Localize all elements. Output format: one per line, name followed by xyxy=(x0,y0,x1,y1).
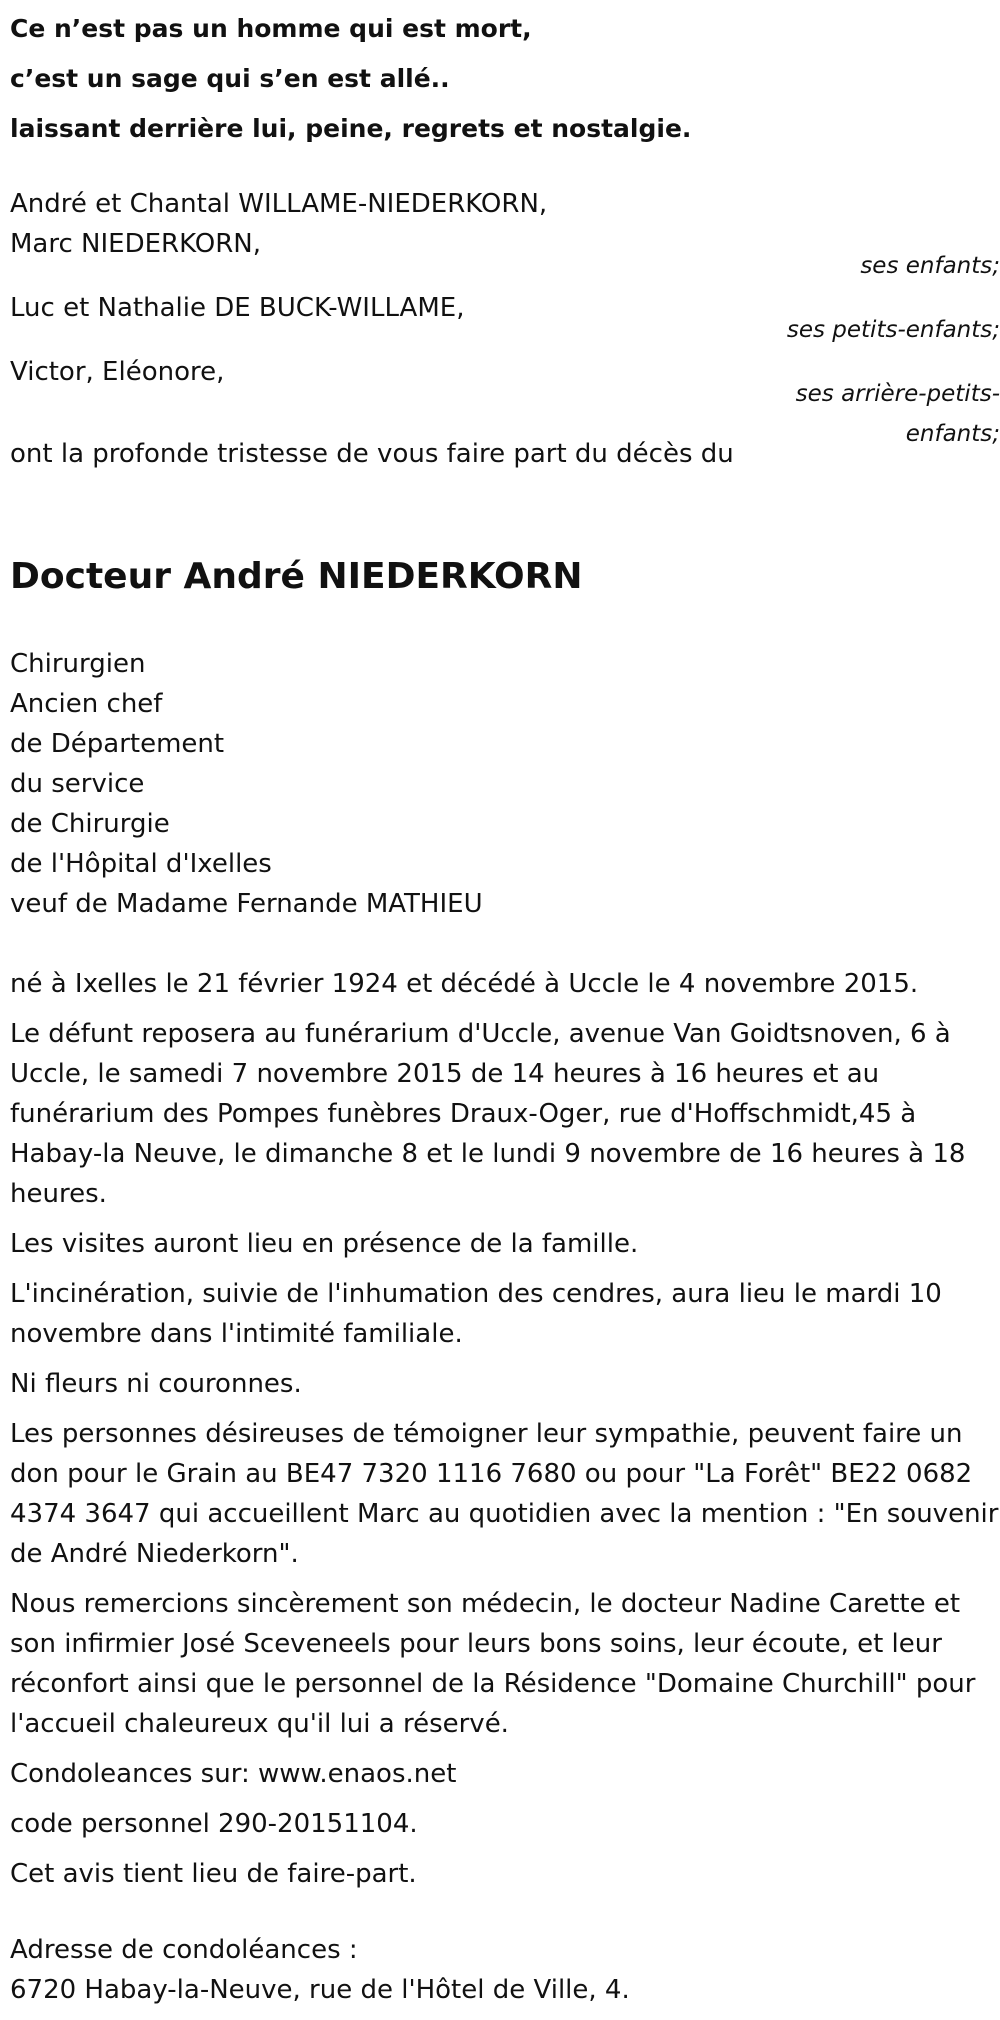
title-line: de l'Hôpital d'Ixelles xyxy=(10,849,272,879)
condolence-address xyxy=(10,1930,630,2010)
viewing-paragraph: Le défunt reposera au funérarium d'Uccle, avenue Van Goidtsnoven, 6 à Uccle, le samedi 7 novembre 2015 de 14 heures à 16 heures et au funérarium des Pompes funèbres Draux-Oger, rue d'Hoffschmidt,45 à Habay-la Neuve, le dimanche 8 et le lundi 9 novembre de 16 heures à 18 heures. xyxy=(10,1019,966,1209)
family-role: ses arrière-petits- xyxy=(795,381,1000,407)
visits-paragraph: Les visites auront lieu en présence de la famille. xyxy=(10,1229,639,1259)
family-line: André et Chantal WILLAME-NIEDERKORN, xyxy=(10,189,548,219)
condolences-site: Condoleances sur: www.enaos.net xyxy=(10,1759,457,1789)
title-line: de Département xyxy=(10,729,225,759)
personal-code: code personnel 290-20151104. xyxy=(10,1809,418,1839)
epigraph-line: laissant derrière lui, peine, regrets et nostalgie. xyxy=(10,114,692,143)
title-line: Chirurgien xyxy=(10,649,146,679)
notice-body xyxy=(10,964,1000,1904)
title-line: Ancien chef xyxy=(10,689,163,719)
family-section xyxy=(10,184,1000,514)
flowers-paragraph: Ni fleurs ni couronnes. xyxy=(10,1369,302,1399)
donation-paragraph: Les personnes désireuses de témoigner leur sympathie, peuvent faire un don pour le Grain au BE47 7320 1116 7680 ou pour "La Forêt" BE22 0682 4374 3647 qui accueillent Marc au quotidien avec la mention : "En souvenir de André Niederkorn". xyxy=(10,1419,999,1569)
announcement-intro: ont la profonde tristesse de vous faire part du décès du xyxy=(10,439,734,469)
family-role: enfants; xyxy=(905,421,1000,447)
notice-statement: Cet avis tient lieu de faire-part. xyxy=(10,1859,417,1889)
family-role: ses enfants; xyxy=(860,253,1000,279)
epigraph xyxy=(10,4,1000,154)
cremation-paragraph: L'incinération, suivie de l'inhumation des cendres, aura lieu le mardi 10 novembre dans l'intimité familiale. xyxy=(10,1279,942,1349)
thanks-paragraph: Nous remercions sincèrement son médecin, le docteur Nadine Carette et son infirmier José Sceveneels pour leurs bons soins, leur écoute, et leur réconfort ainsi que le personnel de la Résidence "Domaine Churchill" pour l'accueil chaleureux qu'il lui a réservé. xyxy=(10,1589,976,1739)
title-line: du service xyxy=(10,769,145,799)
family-line: Marc NIEDERKORN, xyxy=(10,229,261,259)
title-line: de Chirurgie xyxy=(10,809,170,839)
family-role: ses petits-enfants; xyxy=(786,317,1000,343)
family-line: Victor, Eléonore, xyxy=(10,357,225,387)
epigraph-line: c’est un sage qui s’en est allé.. xyxy=(10,64,450,93)
address-label: Adresse de condoléances : xyxy=(10,1935,358,1965)
title-line: veuf de Madame Fernande MATHIEU xyxy=(10,889,483,919)
obituary-notice xyxy=(10,4,1000,2005)
birth-death-paragraph: né à Ixelles le 21 février 1924 et décédé à Uccle le 4 novembre 2015. xyxy=(10,969,919,999)
family-line: Luc et Nathalie DE BUCK-WILLAME, xyxy=(10,293,465,323)
epigraph-line: Ce n’est pas un homme qui est mort, xyxy=(10,14,532,43)
deceased-name: Docteur André NIEDERKORN xyxy=(10,556,583,597)
deceased-titles xyxy=(10,644,483,924)
address-value: 6720 Habay-la-Neuve, rue de l'Hôtel de Ville, 4. xyxy=(10,1975,630,2005)
